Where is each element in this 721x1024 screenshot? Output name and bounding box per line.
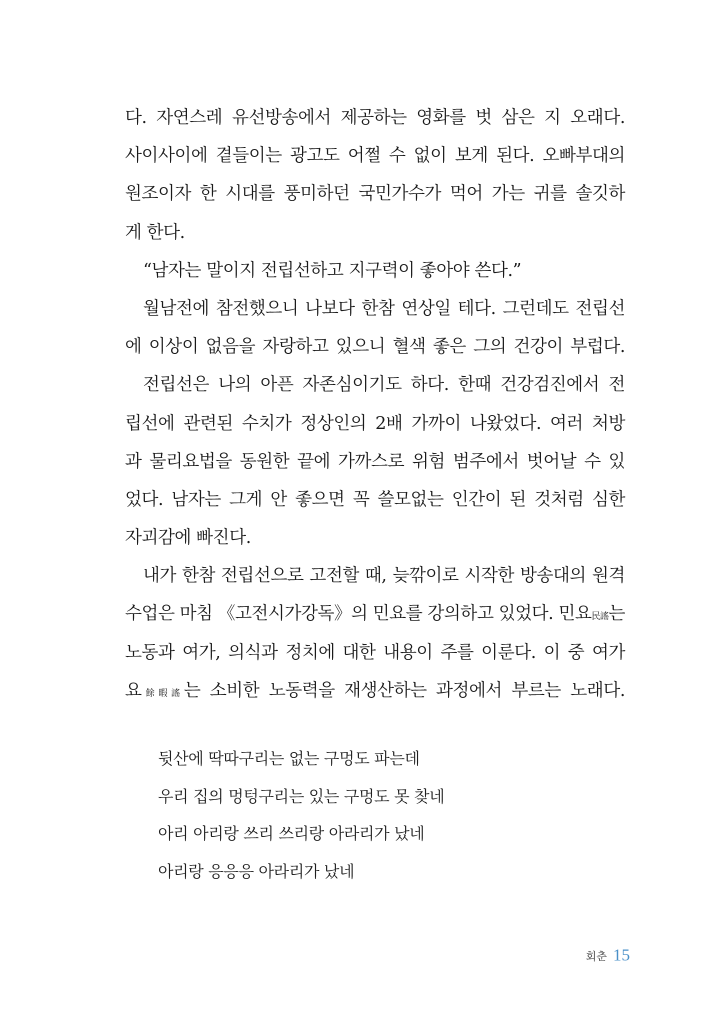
text-line: 었다. 남자는 그게 안 좋으면 꼭 쓸모없는 인간이 된 것처럼 심한 [125, 489, 625, 510]
hanja-annotation: 民謠 [591, 612, 609, 623]
page-number: 15 [613, 945, 630, 965]
text-line: 월남전에 참전했으니 나보다 한참 연상일 테다. 그런데도 전립선 [143, 298, 625, 319]
page-footer [540, 945, 630, 969]
text-segment: 는 소비한 노동력을 재생산하는 과정에서 부르는 노래다. [183, 680, 625, 701]
text-line: 자괴감에 빠진다. [125, 528, 251, 549]
text-line: 원조이자 한 시대를 풍미하던 국민가수가 먹어 가는 귀를 솔깃하 [125, 184, 625, 205]
text-line: 다. 자연스레 유선방송에서 제공하는 영화를 벗 삼은 지 오래다. [125, 108, 625, 128]
verse-line: 아리랑 응응응 아라리가 났네 [158, 861, 355, 881]
text-line-with-hanja [125, 595, 625, 633]
verse-line: 뒷산에 딱따구리는 없는 구멍도 파는데 [158, 749, 420, 768]
text-line: 사이사이에 곁들이는 광고도 어쩔 수 없이 보게 된다. 오빠부대의 [125, 146, 625, 167]
hanja-annotation: 餘暇謠 [141, 688, 184, 699]
text-line: 립선에 관련된 수치가 정상인의 2배 가까이 나왔었다. 여러 처방 [125, 413, 625, 434]
text-segment: 는 [608, 604, 625, 625]
text-line: 과 물리요법을 동원한 끝에 가까스로 위험 범주에서 벗어날 수 있 [125, 451, 625, 472]
text-segment: 요 [125, 680, 142, 701]
text-line-with-hanja [125, 672, 625, 710]
folk-song-verse [158, 740, 558, 890]
quote-line: “남자는 말이지 전립선하고 지구력이 좋아야 쓴다.” [143, 260, 522, 281]
verse-line: 아리 아리랑 쓰리 쓰리랑 아라리가 났네 [158, 824, 425, 843]
text-line: 에 이상이 없음을 자랑하고 있으니 혈색 좋은 그의 건강이 부럽다. [125, 337, 625, 358]
text-line: 게 한다. [125, 222, 185, 243]
verse-line: 우리 집의 멍텅구리는 있는 구멍도 못 찾네 [158, 786, 445, 806]
text-line: 노동과 여가, 의식과 정치에 대한 내용이 주를 이룬다. 이 중 여가 [125, 642, 625, 663]
text-line: 전립선은 나의 아픈 자존심이기도 하다. 한때 건강검진에서 전 [143, 375, 625, 396]
body-text [125, 99, 625, 710]
text-line: 내가 한참 전립선으로 고전할 때, 늦깎이로 시작한 방송대의 원격 [143, 566, 625, 587]
text-segment: 수업은 마침 《고전시가강독》의 민요를 강의하고 있었다. 민요 [125, 604, 592, 625]
running-title: 회춘 [585, 949, 607, 963]
